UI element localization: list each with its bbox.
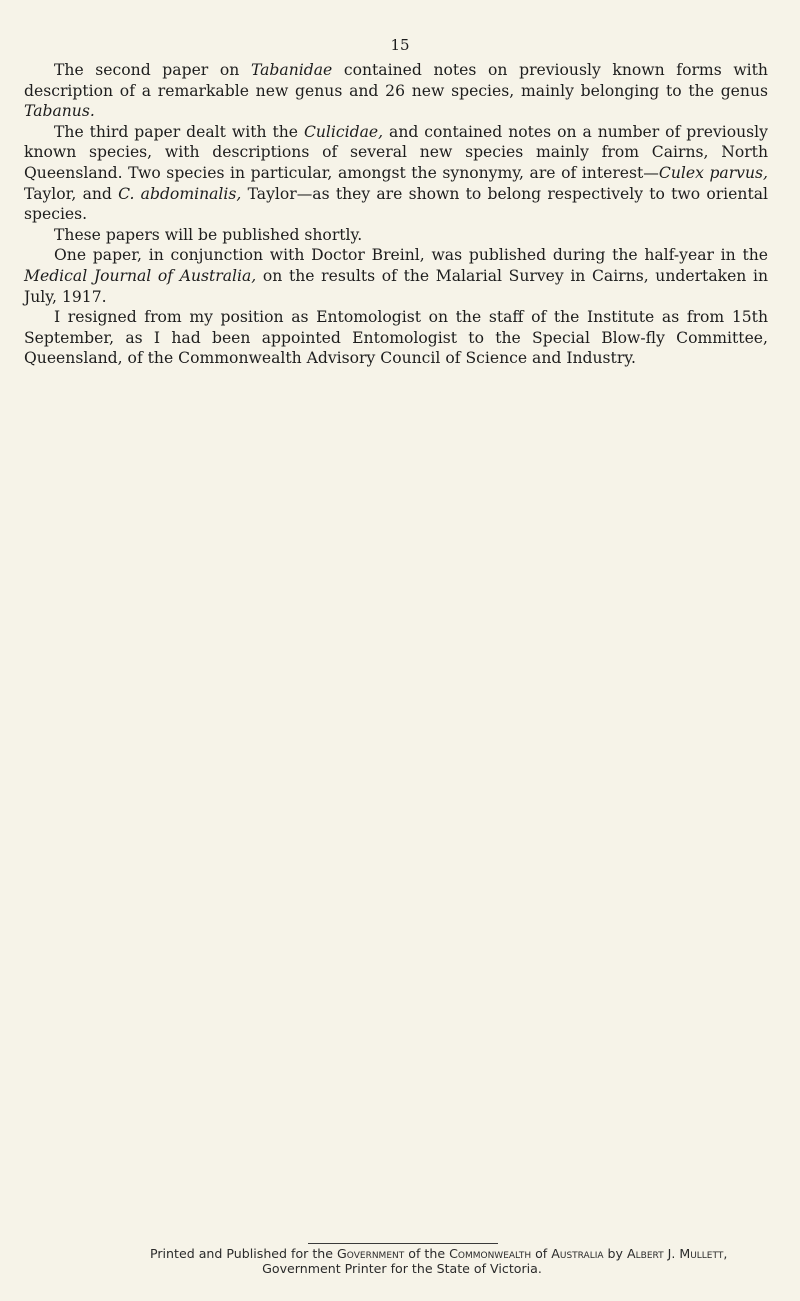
imprint-text: Printed and Published for the [150,1246,338,1261]
imprint-text: of the [404,1246,450,1261]
text-run: on the results of the Malarial Survey in Cairns, undertaken in July, 1917. [24,266,769,306]
text-run: I resigned from my position as Entomologist on the staff of the Institute as from 15th September, as I had been appointed Entomologist to the Special Blow-fly Committee, Queensland, of the Commonwealth Advisory Council of Science and Industry. [24,308,768,368]
paragraph-publication-note [24,225,768,246]
printer-imprint [150,1246,762,1276]
paragraph-tabanidae [24,60,768,122]
italic-term-tabanidae: Tabanidae [250,61,333,79]
text-run: One paper, in conjunction with Doctor Breinl, was published during the half-year in the [54,246,768,265]
italic-term-culex-parvus: Culex parvus, [658,163,768,182]
imprint-text: of [531,1246,552,1261]
text-run: These papers will be published shortly. [54,225,363,244]
body-text [24,60,768,369]
imprint-government: Government [337,1246,405,1261]
imprint-text: by [603,1246,628,1261]
imprint-commonwealth: Commonwealth [449,1246,532,1261]
paragraph-culicidae [24,122,768,225]
italic-journal-title: Medical Journal of Australia, [24,266,257,285]
paragraph-resignation [24,307,768,369]
text-run: and contained notes on a number of previously known species, with descriptions of several new species mainly from Cairns, North Queensland. Two species in particular, amongst the synonymy, are of interest— [24,122,768,182]
text-run: The third paper dealt with the [54,122,304,141]
italic-term-tabanus: Tabanus. [24,102,95,121]
italic-term-c-abdominalis: C. abdominalis, [118,184,242,203]
italic-term-culicidae: Culicidae, [303,122,384,141]
text-run: Taylor—as they are shown to belong respectively to two oriental species. [24,184,768,224]
text-run: contained notes on previously known forms with description of a remarkable new genus and 26 new species, mainly belonging to the genus [24,61,768,100]
text-run: The second paper on [54,61,251,79]
text-run: Taylor, and [24,184,119,203]
imprint-printer-name: Albert J. Mullett, [627,1246,728,1261]
footer-rule [308,1243,498,1244]
imprint-line-2: Government Printer for the State of Victoria. [262,1261,542,1276]
imprint-australia: Australia [551,1246,604,1261]
paragraph-malarial-survey [24,245,768,307]
imprint-line-1 [150,1246,762,1261]
page-number: 15 [390,36,410,54]
